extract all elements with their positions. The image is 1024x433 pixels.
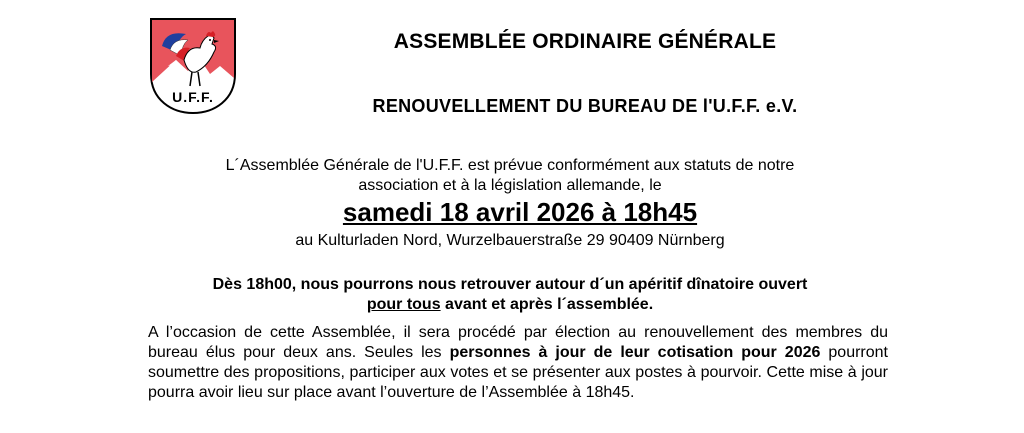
event-address: au Kulturladen Nord, Wurzelbauerstraße 29 90409 Nürnberg <box>295 232 725 249</box>
apero-notice <box>150 275 870 315</box>
intro-paragraph <box>160 156 860 196</box>
apero-line-2 <box>150 295 870 315</box>
body-bold: personnes à jour de leur cotisation pour 2026 <box>449 344 821 361</box>
intro-line-2: association et à la législation allemande, le <box>358 177 662 194</box>
intro-line-1: L´Assemblée Générale de l'U.F.F. est prévue conformément aux statuts de notre <box>225 157 795 174</box>
event-date: samedi 18 avril 2026 à 18h45 <box>342 197 698 227</box>
apero-line-1: Dès 18h00, nous pourrons nous retrouver autour d´un apéritif dînatoire ouvert <box>212 276 808 293</box>
election-paragraph <box>148 323 888 403</box>
apero-rest: avant et après l´assemblée. <box>440 296 654 313</box>
body-part-2: pourront soumettre des propositions, participer aux votes et se présenter aux postes à pourvoir. Cette mise à jour pourra avoir lieu sur place avant l’ouverture de l’Assemblée à 18h45. <box>148 344 888 401</box>
logo-text: U.F.F. <box>172 89 214 105</box>
apero-underlined: pour tous <box>366 296 441 313</box>
page-title: ASSEMBLÉE ORDINAIRE GÉNÉRALE <box>393 30 777 53</box>
page-subtitle: RENOUVELLEMENT DU BUREAU DE l'U.F.F. e.V. <box>372 96 798 116</box>
uff-logo <box>148 16 238 116</box>
uff-shield-icon <box>148 16 238 116</box>
body-part-1: A l’occasion de cette Assemblée, il sera procédé par élection au renouvellement des membres du bureau élus pour deux ans. Seules les <box>148 324 888 361</box>
